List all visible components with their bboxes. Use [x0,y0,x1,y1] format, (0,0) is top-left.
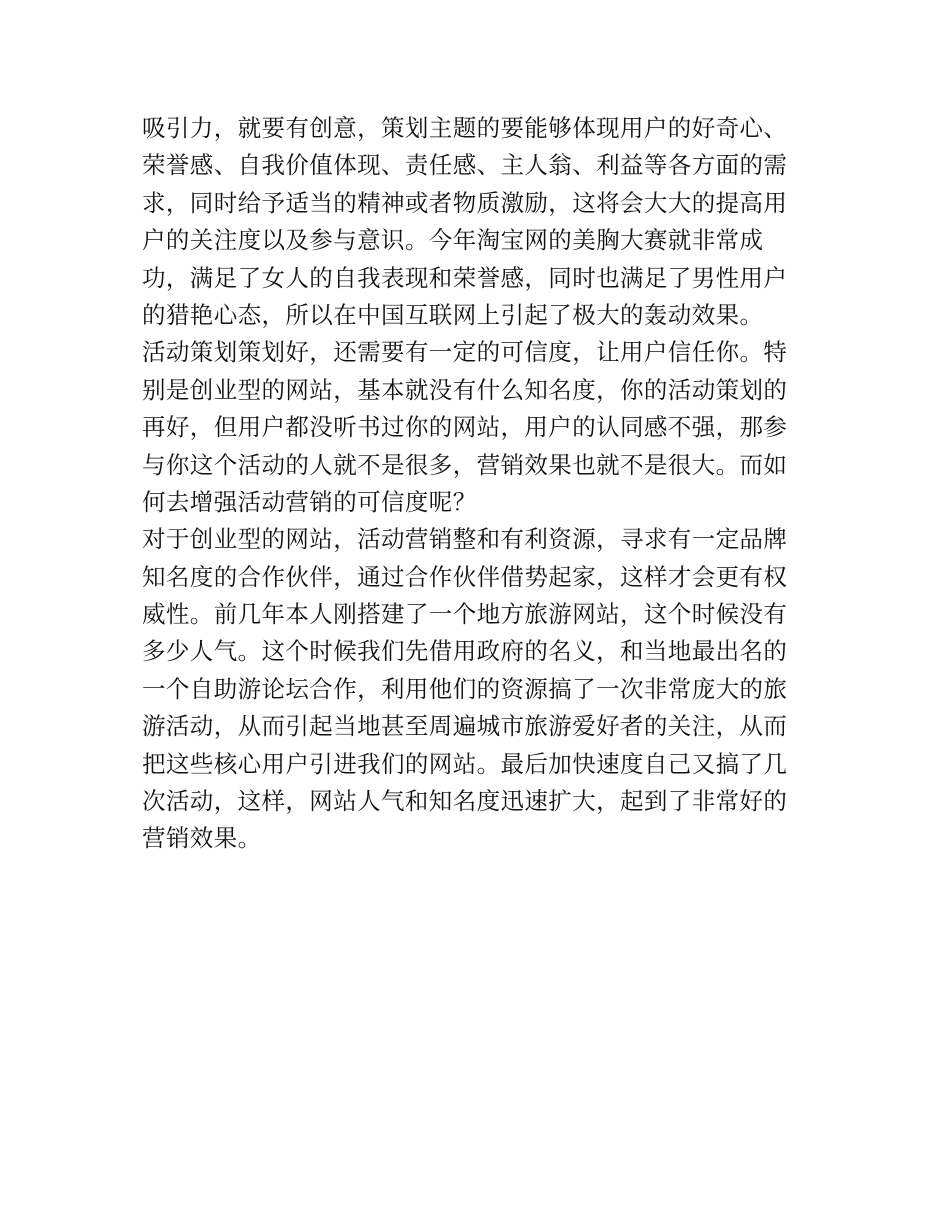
text-line: 的猎艳心态，所以在中国互联网上引起了极大的轰动效果。 [142,300,764,329]
text-line: 把这些核心用户引进我们的网站。最后加快速度自己又搞了几 [142,749,788,778]
text-line: 一个自助游论坛合作，利用他们的资源搞了一次非常庞大的旅 [142,674,788,703]
text-line: 活动策划策划好，还需要有一定的可信度，让用户信任你。特 [142,338,788,367]
text-line: 营销效果。 [142,824,262,853]
text-line: 求，同时给予适当的精神或者物质激励，这将会大大的提高用 [142,188,788,217]
text-line: 与你这个活动的人就不是很多，营销效果也就不是很大。而如 [142,450,788,479]
text-line: 荣誉感、自我价值体现、责任感、主人翁、利益等各方面的需 [142,151,788,180]
text-line: 吸引力，就要有创意，策划主题的要能够体现用户的好奇心、 [142,114,788,142]
text-line: 别是创业型的网站，基本就没有什么知名度，你的活动策划的 [142,375,788,404]
text-line: 游活动，从而引起当地甚至周遍城市旅游爱好者的关注，从而 [142,712,788,741]
text-line: 对于创业型的网站，活动营销整和有利资源，寻求有一定品牌 [142,525,788,554]
text-line: 多少人气。这个时候我们先借用政府的名义，和当地最出名的 [142,637,788,666]
text-line: 次活动，这样，网站人气和知名度迅速扩大，起到了非常好的 [142,787,788,816]
text-line: 何去增强活动营销的可信度呢？ [142,487,477,516]
body-text [142,110,822,858]
text-line: 知名度的合作伙伴，通过合作伙伴借势起家，这样才会更有权 [142,562,788,591]
text-line: 再好，但用户都没听书过你的网站，用户的认同感不强，那参 [142,413,788,442]
text-line: 功，满足了女人的自我表现和荣誉感，同时也满足了男性用户 [142,263,788,292]
text-line: 威性。前几年本人刚搭建了一个地方旅游网站，这个时候没有 [142,600,788,629]
text-line: 户的关注度以及参与意识。今年淘宝网的美胸大赛就非常成 [142,226,764,255]
